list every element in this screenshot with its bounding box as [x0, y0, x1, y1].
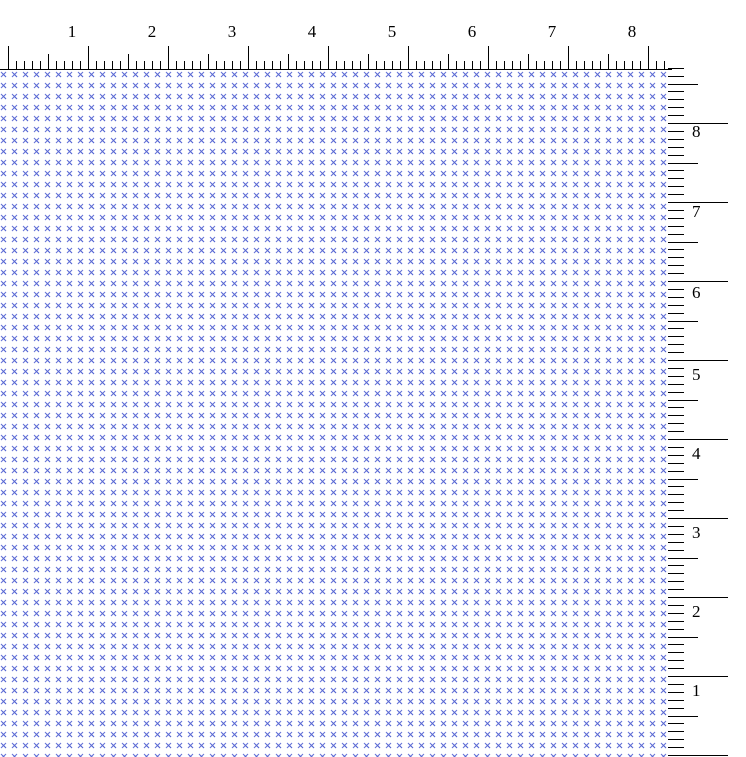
ruler-tick-minor — [668, 265, 684, 266]
ruler-tick-minor — [668, 297, 684, 298]
ruler-tick-minor — [544, 61, 545, 70]
ruler-tick-minor — [192, 61, 193, 70]
ruler-tick-minor — [668, 131, 684, 132]
ruler-tick-minor — [40, 61, 41, 70]
ruler-tick-minor — [312, 61, 313, 70]
ruler-tick-minor — [280, 61, 281, 70]
ruler-label-h-8: 8 — [627, 22, 637, 41]
ruler-tick-minor — [668, 234, 684, 235]
ruler-tick-minor — [668, 739, 684, 740]
ruler-tick-minor — [512, 61, 513, 70]
ruler-tick-minor — [392, 61, 393, 70]
ruler-tick-major — [648, 46, 649, 70]
ruler-tick-minor — [520, 61, 521, 70]
ruler-tick-major — [668, 518, 728, 519]
ruler-tick-minor — [668, 257, 684, 258]
ruler-tick-minor — [668, 700, 684, 701]
ruler-tick-minor — [120, 61, 121, 70]
ruler-label-v-5: 5 — [692, 365, 701, 384]
ruler-tick-minor — [668, 723, 684, 724]
ruler-tick-major — [88, 46, 89, 70]
ruler-tick-minor — [656, 61, 657, 70]
ruler-tick-minor — [160, 61, 161, 70]
ruler-tick-minor — [72, 61, 73, 70]
ruler-tick-major — [668, 439, 728, 440]
horizontal-ruler[interactable] — [0, 0, 746, 70]
ruler-label-h-5: 5 — [387, 22, 397, 41]
ruler-label-h-1: 1 — [67, 22, 77, 41]
ruler-tick-minor — [668, 644, 684, 645]
ruler-tick-minor — [184, 61, 185, 70]
ruler-tick-minor — [600, 61, 601, 70]
ruler-tick-major — [668, 755, 728, 756]
ruler-label-v-4: 4 — [692, 444, 701, 463]
ruler-tick-major — [668, 597, 728, 598]
ruler-tick-minor — [668, 218, 684, 219]
ruler-label-h-4: 4 — [307, 22, 317, 41]
ruler-tick-major — [8, 46, 9, 70]
ruler-tick-major — [668, 676, 728, 677]
ruler-tick-minor — [176, 61, 177, 70]
ruler-tick-minor — [80, 61, 81, 70]
ruler-label-h-6: 6 — [467, 22, 477, 41]
ruler-tick-minor — [668, 708, 684, 709]
ruler-tick-minor — [668, 613, 684, 614]
ruler-tick-minor — [432, 61, 433, 70]
ruler-tick-minor — [56, 61, 57, 70]
pattern-canvas[interactable] — [0, 70, 668, 757]
ruler-tick-major — [248, 46, 249, 70]
ruler-tick-minor — [576, 61, 577, 70]
ruler-tick-minor — [616, 61, 617, 70]
ruler-tick-minor — [128, 54, 129, 70]
ruler-tick-minor — [668, 400, 698, 401]
ruler-label-v-6: 6 — [692, 283, 701, 302]
ruler-tick-minor — [144, 61, 145, 70]
ruler-tick-minor — [668, 621, 684, 622]
ruler-tick-major — [408, 46, 409, 70]
ruler-tick-minor — [668, 660, 684, 661]
ruler-tick-minor — [668, 336, 684, 337]
ruler-tick-major — [328, 46, 329, 70]
ruler-tick-minor — [668, 84, 698, 85]
ruler-label-v-2: 2 — [692, 602, 701, 621]
ruler-tick-minor — [668, 565, 684, 566]
ruler-tick-minor — [96, 61, 97, 70]
ruler-tick-minor — [668, 210, 684, 211]
ruler-tick-minor — [668, 376, 684, 377]
ruler-tick-minor — [668, 652, 684, 653]
ruler-tick-minor — [288, 54, 289, 70]
ruler-tick-major — [668, 281, 728, 282]
ruler-tick-minor — [608, 54, 609, 70]
ruler-tick-minor — [152, 61, 153, 70]
ruler-tick-minor — [668, 163, 698, 164]
ruler-tick-minor — [668, 550, 684, 551]
ruler-tick-major — [168, 46, 169, 70]
ruler-tick-minor — [384, 61, 385, 70]
ruler-tick-minor — [668, 76, 684, 77]
ruler-label-v-3: 3 — [692, 523, 701, 542]
ruler-tick-minor — [504, 61, 505, 70]
ruler-tick-minor — [668, 392, 684, 393]
ruler-tick-minor — [668, 455, 684, 456]
ruler-tick-major — [668, 360, 728, 361]
ruler-tick-minor — [472, 61, 473, 70]
ruler-tick-minor — [64, 61, 65, 70]
ruler-tick-minor — [528, 54, 529, 70]
ruler-tick-minor — [668, 471, 684, 472]
ruler-tick-minor — [668, 186, 684, 187]
ruler-tick-minor — [592, 61, 593, 70]
ruler-tick-minor — [112, 61, 113, 70]
ruler-tick-minor — [668, 581, 684, 582]
ruler-tick-minor — [104, 61, 105, 70]
ruler-tick-minor — [200, 61, 201, 70]
ruler-tick-minor — [224, 61, 225, 70]
ruler-tick-minor — [552, 61, 553, 70]
ruler-tick-minor — [624, 61, 625, 70]
ruler-tick-minor — [668, 526, 684, 527]
ruler-tick-minor — [368, 54, 369, 70]
ruler-tick-major — [488, 46, 489, 70]
ruler-tick-minor — [668, 226, 684, 227]
ruler-tick-minor — [304, 61, 305, 70]
ruler-tick-minor — [668, 510, 684, 511]
ruler-tick-minor — [344, 61, 345, 70]
ruler-tick-minor — [360, 61, 361, 70]
ruler-tick-minor — [32, 61, 33, 70]
ruler-tick-minor — [668, 447, 684, 448]
ruler-tick-minor — [668, 273, 684, 274]
ruler-tick-minor — [668, 328, 684, 329]
ruler-tick-minor — [668, 155, 684, 156]
ruler-tick-minor — [668, 139, 684, 140]
ruler-tick-minor — [668, 178, 684, 179]
ruler-tick-minor — [480, 61, 481, 70]
ruler-tick-minor — [668, 589, 684, 590]
ruler-tick-minor — [668, 68, 684, 69]
ruler-label-h-2: 2 — [147, 22, 157, 41]
ruler-tick-minor — [668, 313, 684, 314]
ruler-tick-minor — [560, 61, 561, 70]
ruler-tick-minor — [416, 61, 417, 70]
ruler-tick-minor — [264, 61, 265, 70]
ruler-tick-minor — [668, 684, 684, 685]
ruler-tick-minor — [668, 692, 684, 693]
ruler-tick-minor — [668, 384, 684, 385]
ruler-tick-minor — [208, 54, 209, 70]
ruler-tick-minor — [668, 747, 684, 748]
ruler-tick-minor — [640, 61, 641, 70]
ruler-tick-minor — [216, 61, 217, 70]
ruler-tick-minor — [376, 61, 377, 70]
ruler-tick-minor — [668, 321, 698, 322]
ruler-tick-minor — [668, 107, 684, 108]
ruler-tick-minor — [668, 423, 684, 424]
ruler-tick-minor — [668, 289, 684, 290]
ruler-tick-minor — [668, 494, 684, 495]
ruler-tick-minor — [424, 61, 425, 70]
ruler-tick-minor — [668, 731, 684, 732]
ruler-tick-minor — [668, 170, 684, 171]
ruler-tick-minor — [668, 147, 684, 148]
ruler-tick-minor — [668, 368, 684, 369]
ruler-tick-minor — [668, 407, 684, 408]
ruler-tick-minor — [668, 558, 698, 559]
ruler-tick-minor — [668, 668, 684, 669]
ruler-tick-major — [568, 46, 569, 70]
ruler-tick-minor — [352, 61, 353, 70]
ruler-label-v-7: 7 — [692, 202, 701, 221]
ruler-tick-minor — [16, 61, 17, 70]
ruler-tick-minor — [668, 479, 698, 480]
ruler-tick-minor — [456, 61, 457, 70]
ruler-tick-minor — [296, 61, 297, 70]
ruler-label-h-3: 3 — [227, 22, 237, 41]
ruler-tick-minor — [668, 431, 684, 432]
ruler-label-v-8: 8 — [692, 122, 701, 141]
ruler-tick-minor — [668, 637, 698, 638]
ruler-tick-minor — [232, 61, 233, 70]
ruler-tick-minor — [24, 61, 25, 70]
ruler-tick-minor — [668, 542, 684, 543]
ruler-label-v-1: 1 — [692, 681, 701, 700]
ruler-tick-minor — [664, 61, 665, 70]
ruler-tick-minor — [668, 502, 684, 503]
ruler-tick-minor — [440, 61, 441, 70]
ruler-tick-minor — [668, 486, 684, 487]
ruler-tick-minor — [336, 61, 337, 70]
ruler-tick-minor — [256, 61, 257, 70]
ruler-tick-minor — [496, 61, 497, 70]
ruler-tick-minor — [668, 115, 684, 116]
ruler-tick-minor — [668, 463, 684, 464]
ruler-tick-minor — [668, 573, 684, 574]
ruler-tick-minor — [668, 344, 684, 345]
stitch-grid — [0, 70, 668, 757]
ruler-tick-minor — [668, 629, 684, 630]
ruler-tick-minor — [400, 61, 401, 70]
ruler-tick-minor — [320, 61, 321, 70]
ruler-tick-minor — [272, 61, 273, 70]
ruler-tick-minor — [668, 91, 684, 92]
ruler-tick-minor — [668, 194, 684, 195]
ruler-tick-minor — [668, 534, 684, 535]
ruler-tick-minor — [668, 415, 684, 416]
ruler-label-h-7: 7 — [547, 22, 557, 41]
ruler-tick-minor — [668, 352, 684, 353]
ruler-tick-minor — [536, 61, 537, 70]
ruler-tick-minor — [448, 54, 449, 70]
ruler-tick-minor — [668, 305, 684, 306]
ruler-tick-minor — [668, 99, 684, 100]
ruler-tick-minor — [464, 61, 465, 70]
vertical-ruler[interactable] — [668, 0, 746, 757]
ruler-tick-minor — [632, 61, 633, 70]
ruler-tick-minor — [668, 249, 684, 250]
ruler-tick-minor — [668, 716, 698, 717]
ruler-tick-minor — [48, 54, 49, 70]
ruler-tick-minor — [240, 61, 241, 70]
ruler-tick-minor — [668, 605, 684, 606]
ruler-tick-minor — [584, 61, 585, 70]
ruler-tick-minor — [668, 242, 698, 243]
ruler-tick-minor — [136, 61, 137, 70]
